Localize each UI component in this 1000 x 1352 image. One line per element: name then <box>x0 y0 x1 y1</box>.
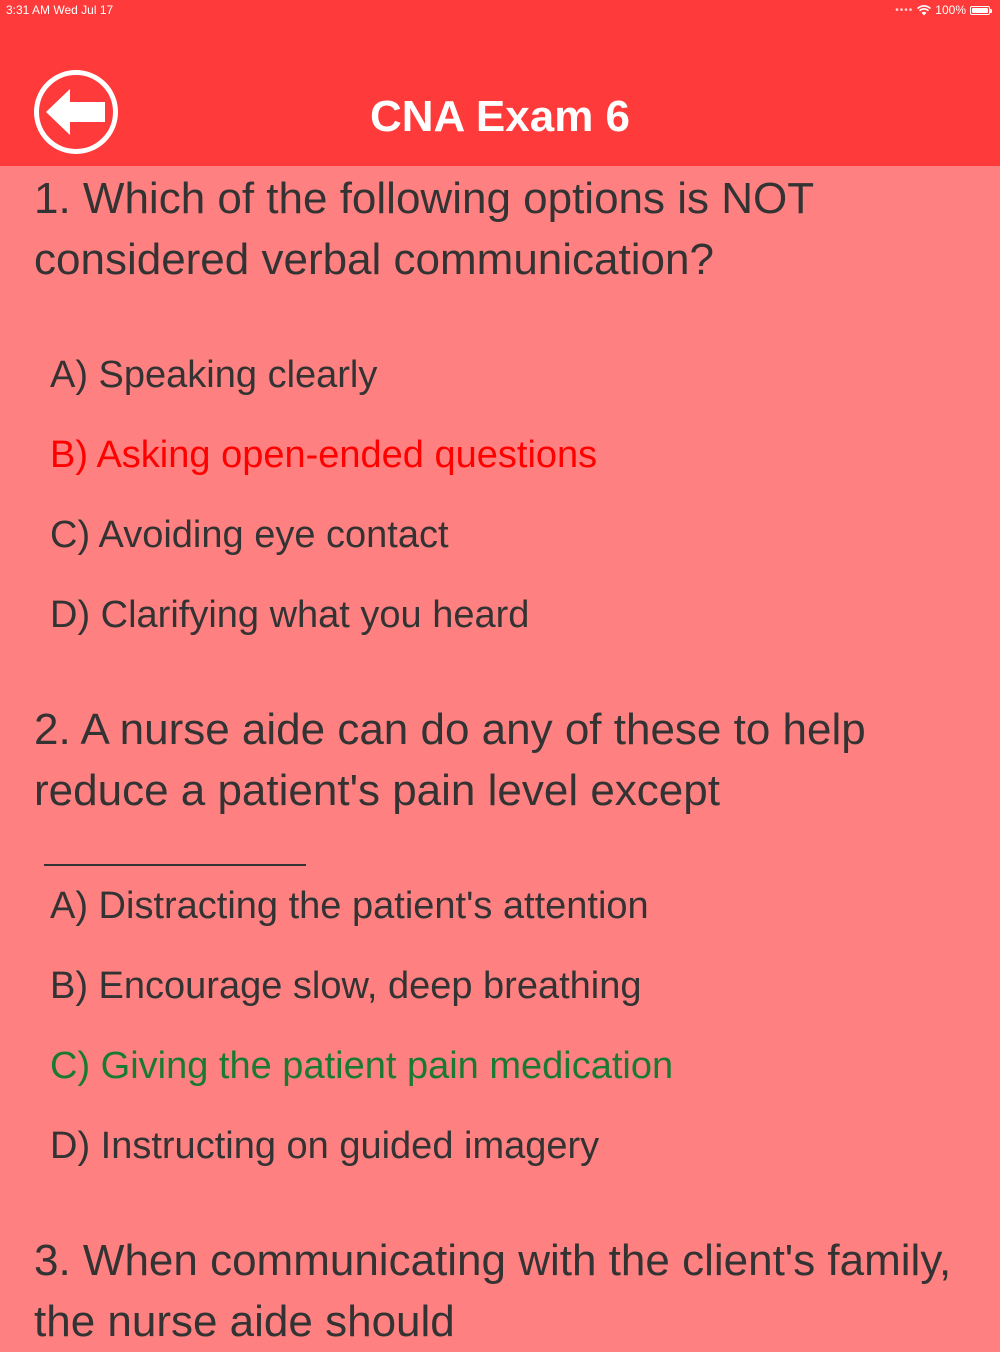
question-1-option-c[interactable]: C) Avoiding eye contact <box>50 514 449 556</box>
question-2-option-a[interactable]: A) Distracting the patient's attention <box>50 885 649 927</box>
status-indicators <box>895 3 990 17</box>
battery-icon <box>970 6 990 15</box>
question-2-option-c[interactable]: C) Giving the patient pain medication <box>50 1045 674 1087</box>
question-3-text: 3. When communicating with the client's family, the nurse aide should <box>34 1236 952 1346</box>
page-title: CNA Exam 6 <box>369 92 631 141</box>
navigation-header <box>0 0 1000 166</box>
answer-blank-line <box>44 863 306 866</box>
signal-dots-icon: •••• <box>895 4 914 16</box>
wifi-icon <box>917 5 931 16</box>
question-1-option-d[interactable]: D) Clarifying what you heard <box>50 594 530 636</box>
question-2-text: 2. A nurse aide can do any of these to help reduce a patient's pain level except <box>34 705 866 815</box>
question-2 <box>34 699 984 882</box>
status-time: 3:31 AM Wed Jul 17 <box>6 3 114 17</box>
question-1-text: 1. Which of the following options is NOT considered verbal communication? <box>34 174 814 284</box>
question-2-option-d[interactable]: D) Instructing on guided imagery <box>50 1125 600 1167</box>
question-1-option-a[interactable]: A) Speaking clearly <box>50 354 378 396</box>
question-2-option-b[interactable]: B) Encourage slow, deep breathing <box>50 965 642 1007</box>
question-1-option-b[interactable]: B) Asking open-ended questions <box>50 434 598 476</box>
battery-percent: 100% <box>935 3 966 17</box>
